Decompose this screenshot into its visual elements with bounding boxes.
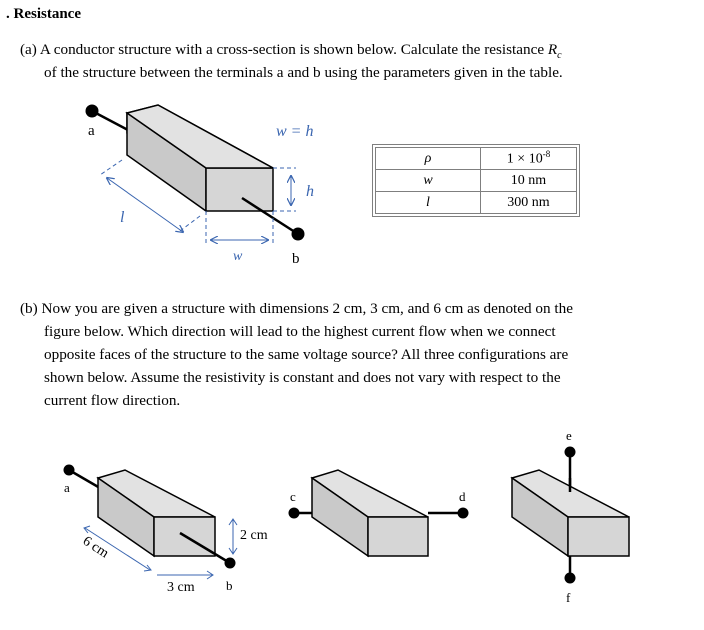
- part-b-line-1: (b) Now you are given a structure with dimensions 2 cm, 3 cm, and 6 cm as denoted on the: [20, 300, 573, 317]
- label-f: f: [566, 590, 571, 605]
- part-a-line-1: (a) A conductor structure with a cross-section is shown below. Calculate the resistance $R_c$: [20, 41, 562, 62]
- part-b-line-5: current flow direction.: [44, 392, 181, 409]
- table-cell-symbol: l: [376, 192, 481, 214]
- label-h: h: [306, 183, 314, 200]
- table-cell-value: 10 nm: [481, 170, 577, 192]
- label-d: d: [459, 489, 466, 504]
- table-cell-value: $1 \times 10^{-8}$: [481, 148, 577, 170]
- structure-ab: [64, 465, 268, 596]
- part-b-line-3: opposite faces of the structure to the same voltage source? All three configurations are: [44, 346, 569, 363]
- table-cell-symbol: ρ: [376, 148, 481, 170]
- label-w: w: [233, 249, 243, 264]
- structure-ef: [512, 428, 629, 605]
- label-b-b: b: [226, 578, 233, 593]
- label-e: e: [566, 428, 572, 443]
- label-l: l: [120, 209, 125, 226]
- label-b-a: a: [64, 480, 70, 495]
- part-b-line-2: figure below. Which direction will lead to the highest current flow when we connect: [44, 323, 556, 340]
- label-c: c: [290, 489, 296, 504]
- label-6cm: 6 cm: [79, 533, 112, 562]
- table-cell-value: 300 nm: [481, 192, 577, 214]
- label-3cm: 3 cm: [167, 580, 195, 595]
- label-w-eq-h: w = h: [276, 123, 314, 140]
- table-cell-symbol: w: [376, 170, 481, 192]
- part-b-line-4: shown below. Assume the resistivity is constant and does not vary with respect to the: [44, 369, 561, 386]
- label-2cm: 2 cm: [240, 528, 268, 543]
- part-a-line-2: of the structure between the terminals a and b using the parameters given in the table.: [44, 64, 563, 81]
- label-b: b: [292, 251, 300, 267]
- label-a: a: [88, 123, 95, 139]
- section-heading: . Resistance: [6, 6, 81, 22]
- structure-cd: [289, 470, 469, 556]
